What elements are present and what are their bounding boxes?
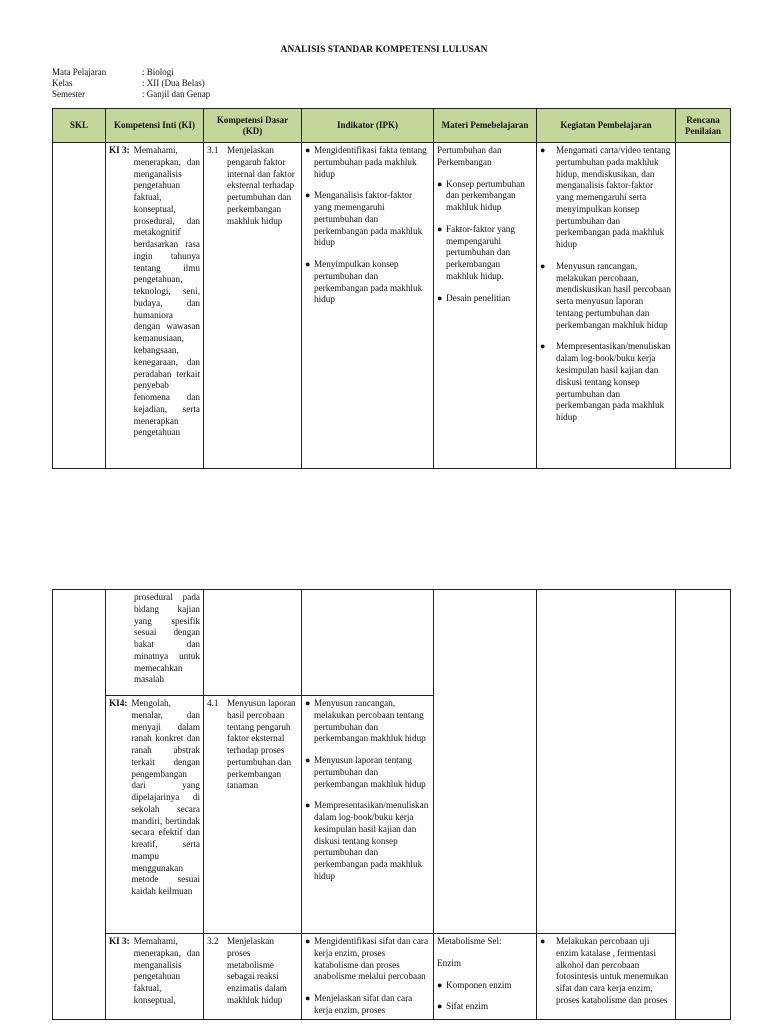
- header-kegiatan: Kegiatan Pembelajaran: [537, 109, 676, 143]
- list-item: ● Menyusun rancangan, melakukan percobaan tentang pertumbuhan dan perkembangan makhluk hidup: [305, 698, 426, 744]
- header-materi: Materi Pemebelajaran: [434, 109, 537, 143]
- materi-cell: [434, 590, 537, 934]
- list-item: ● Mempresentasikan/menuliskan dalam log-book/buku kerja kesimpulan hasil kajian dan diskusi tentang konsep pertumbuhan dan perkembangan pada makhluk hidup: [305, 800, 429, 881]
- table-header-row: [53, 109, 731, 143]
- list-item: ● Sifat enzim: [437, 1001, 489, 1012]
- kd-cell: 3.2 Menjelaskan proses metabolisme sebagai reaksi enzimatis dalam makhluk hidup: [204, 934, 302, 1020]
- meta-row-class: Kelas : XII (Dua Belas): [52, 77, 205, 88]
- skl-cell: [53, 590, 106, 1020]
- list-item: ● Konsep pertumbuhan dan perkembangan makhluk hidup: [437, 178, 525, 213]
- header-kd: Kompetensi Dasar (KD): [204, 109, 302, 143]
- list-item: ● Komponen enzim: [437, 979, 512, 990]
- kegiatan-cell: [537, 143, 676, 469]
- skl-cell: [53, 143, 106, 469]
- list-item: ● Mengidentifikasi sifat dan cara kerja enzim, proses katabolisme dan proses anabolisme melalui percobaan: [305, 936, 429, 982]
- competency-table-part-1: [52, 108, 731, 469]
- list-item: ● Faktor-faktor yang mempengaruhi pertumbuhan dan perkembangan makhluk hidup.: [437, 223, 515, 281]
- header-skl: SKL: [53, 109, 106, 143]
- ki-cell: prosedural pada bidang kajian yang spesifik sesuai dengan bakat dan minatnya untuk memecahkan masalah: [106, 590, 204, 696]
- header-ipk: Indikator (IPK): [302, 109, 434, 143]
- ki-cell: KI4: Mengolah, menalar, dan menyaji dalam ranah konkret dan ranah abstrak terkait dengan pengembangan dari yang dipelajarinya di sekolah secara mandiri, bertindak secara efektif dan kreatif, serta mampu menggunakan metode sesuai kaidah keilmuan: [106, 696, 204, 934]
- list-item: ● Mengidentifikasi fakta tentang pertumbuhan pada makhluk hidup: [305, 145, 427, 179]
- ki-cell: KI 3: Memahami, menerapkan, dan menganalisis pengetahuan faktual, konseptual, prosedural, dan metakognitif berdasarkan rasa ingin tahunya tentang ilmu pengetahuan, teknologi, seni, budaya, dan humaniora dengan wawasan kemanusiaan, kebangsaan, kenegaraan, dan peradaban terkait penyebab fenomena dan kejadian, serta menerapkan pengetahuan: [106, 143, 204, 469]
- ipk-cell: [302, 590, 434, 696]
- kd-cell: 3.1 Menjelaskan pengaruh faktor internal dan faktor eksternal terhadap pertumbuhan dan perkembangan makhluk hidup: [204, 143, 302, 469]
- ipk-cell: [302, 696, 434, 934]
- table-row: [53, 934, 731, 1020]
- subject-info: [52, 67, 210, 99]
- header-rencana: Rencana Penilaian: [676, 109, 731, 143]
- list-item: ● Menjelaskan sifat dan cara kerja enzim, proses: [305, 993, 413, 1015]
- ipk-cell: [302, 934, 434, 1020]
- table-row: [53, 590, 731, 696]
- list-item: ● Menyusun rancangan, melakukan percobaan, mendiskusikan hasil percobaan serta menyusun laporan tentang pertumbuhan dan perkembangan makhluk hidup: [540, 260, 671, 330]
- list-item: ● Desain penelitian: [437, 292, 511, 303]
- list-item: ● Menyusun laporan tentang pertumbuhan dan perkembangan makhluk hidup: [305, 755, 426, 789]
- list-item: ● Mempresentasikan/menuliskan dalam log-book/buku kerja kesimpulan hasil kajian dan diskusi tentang konsep pertumbuhan dan perkembangan pada makhluk hidup: [540, 341, 671, 423]
- document-title: ANALISIS STANDAR KOMPETENSI LULUSAN: [280, 45, 488, 55]
- list-item: ● Menyimpulkan konsep pertumbuhan dan perkembangan pada makhluk hidup: [305, 259, 423, 305]
- table-row: [53, 143, 731, 469]
- list-item: ● Melakukan percobaan uji enzim katalase , fermentasi alkohol dan percobaan fotosintesis untuk menemukan sifat dan cara kerja enzim, proses katabolisme dan proses: [540, 936, 669, 1005]
- materi-cell: Pertumbuhan dan Perkembangan ● Konsep pertumbuhan dan perkembangan makhluk hidup ● Faktor-faktor yang mempengaruhi pertumbuhan dan perkembangan makhluk hidup. ● Desain penelitian: [434, 143, 537, 469]
- materi-cell: Metabolisme Sel: Enzim ● Komponen enzim ● Sifat enzim: [434, 934, 537, 1020]
- header-ki: Kompetensi Inti (KI): [106, 109, 204, 143]
- rencana-cell: [676, 590, 731, 1020]
- rencana-cell: [676, 143, 731, 469]
- kd-cell: 4.1 Menyusun laporan hasil percobaan tentang pengaruh faktor eksternal terhadap proses pertumbuhan dan perkembangan tanaman: [204, 696, 302, 934]
- kegiatan-cell: [537, 934, 676, 1020]
- kegiatan-cell: [537, 590, 676, 934]
- kd-cell: [204, 590, 302, 696]
- meta-row-semester: Semester : Ganjil dan Genap: [52, 88, 211, 99]
- meta-row-subject: Mata Pelajaran : Biologi: [52, 67, 174, 77]
- list-item: ● Mengamati carta/video tentang pertumbuhan pada makhluk hidup, mendiskusikan, dan menganalisis faktor-faktor yang memengaruhi serta menyimpulkan konsep pertumbuhan dan perkembangan pada makhluk hidup: [540, 145, 671, 250]
- list-item: ● Menganalisis faktor-faktor yang memengaruhi pertumbuhan dan perkembangan pada makhluk hidup: [305, 190, 423, 248]
- ipk-cell: [302, 143, 434, 469]
- competency-table-part-2: [52, 589, 731, 1020]
- ki-cell: KI 3: Memahami, menerapkan, dan menganalisis pengetahuan faktual, konseptual,: [106, 934, 204, 1020]
